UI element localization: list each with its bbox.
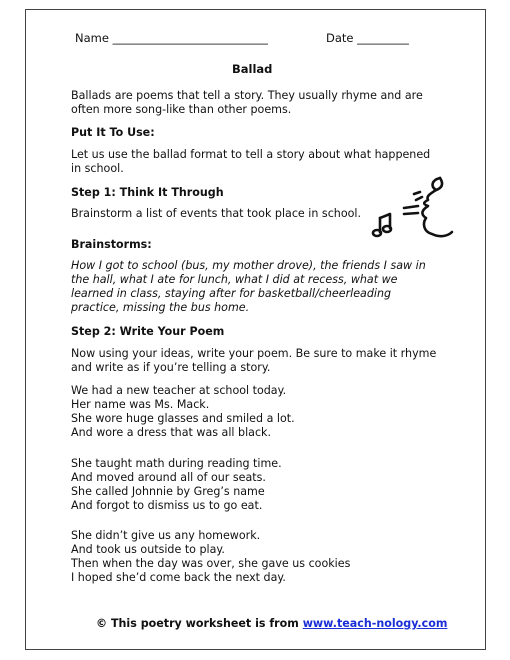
step1-heading: Step 1: Think It Through: [71, 186, 224, 199]
footer-credit: [96, 617, 447, 631]
intro-line-2: often more song-like than other poems.: [71, 103, 292, 116]
put-it-to-use-line-2: in school.: [71, 162, 124, 175]
step2-line-1: Now using your ideas, write your poem. Be sure to make it rhyme: [71, 347, 437, 360]
intro-line-1: Ballads are poems that tell a story. They usually rhyme and are: [71, 89, 423, 102]
poem-line: And wore a dress that was all black.: [71, 426, 272, 439]
brainstorms-line-2: the hall, what I ate for lunch, what I did at recess, what we: [71, 273, 398, 286]
footer-link[interactable]: www.teach-nology.com: [302, 617, 448, 630]
poem-line: I hoped she’d come back the next day.: [71, 571, 286, 584]
poem-line: We had a new teacher at school today.: [71, 384, 287, 397]
put-it-to-use-heading: Put It To Use:: [71, 126, 155, 139]
poem-line: Her name was Ms. Mack.: [71, 398, 210, 411]
brainstorms-heading: Brainstorms:: [71, 238, 152, 251]
singing-face-music-icon: [370, 174, 462, 244]
brainstorms-line-1: How I got to school (bus, my mother drove), the friends I saw in: [71, 259, 426, 272]
step1-text: Brainstorm a list of events that took place in school.: [71, 207, 362, 220]
page-title: Ballad: [232, 62, 273, 76]
poem-line: And took us outside to play.: [71, 543, 225, 556]
poem-line: And moved around all of our seats.: [71, 471, 266, 484]
put-it-to-use-line-1: Let us use the ballad format to tell a story about what happened: [71, 148, 431, 161]
poem-line: She taught math during reading time.: [71, 457, 282, 470]
poem-line: She wore huge glasses and smiled a lot.: [71, 412, 295, 425]
step2-line-2: and write as if you’re telling a story.: [71, 361, 271, 374]
date-field-label: Date _________: [326, 31, 409, 45]
poem-line: She didn’t give us any homework.: [71, 529, 261, 542]
brainstorms-line-3: learned in class, staying after for basketball/cheerleading: [71, 287, 392, 300]
poem-line: She called Johnnie by Greg’s name: [71, 485, 265, 498]
poem-line: Then when the day was over, she gave us cookies: [71, 557, 351, 570]
footer-prefix: © This poetry worksheet is from: [96, 617, 303, 630]
step2-heading: Step 2: Write Your Poem: [71, 325, 225, 338]
poem-line: And forgot to dismiss us to go eat.: [71, 499, 263, 512]
brainstorms-line-4: practice, missing the bus home.: [71, 301, 250, 314]
name-field-label: Name ___________________________: [75, 31, 268, 45]
